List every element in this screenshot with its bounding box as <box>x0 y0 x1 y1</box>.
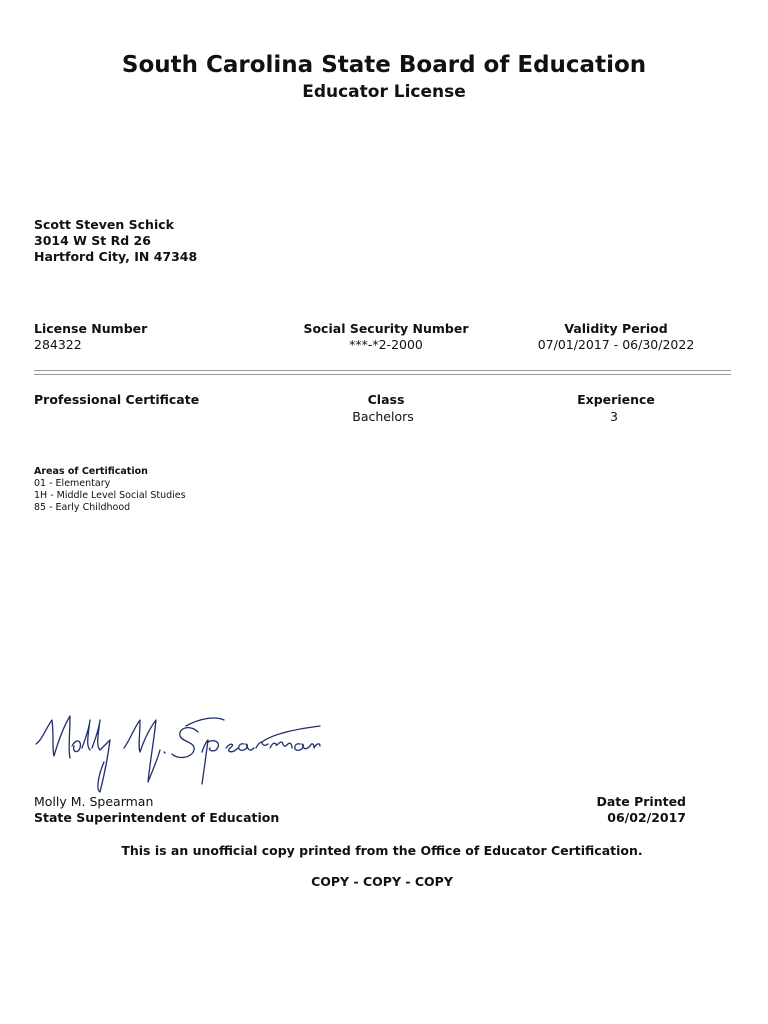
section-divider <box>34 370 731 371</box>
ssn-value: ***-*2-2000 <box>349 337 423 352</box>
copy-watermark-text: COPY - COPY - COPY <box>311 874 453 889</box>
area-item: 85 - Early Childhood <box>34 502 131 513</box>
class-value: Bachelors <box>352 409 414 424</box>
certificate-type-label: Professional Certificate <box>34 392 200 407</box>
areas-of-certification <box>34 466 186 514</box>
signatory-name: Molly M. Spearman <box>34 794 154 809</box>
holder-name: Scott Steven Schick <box>34 217 174 232</box>
class-label: Class <box>367 392 405 407</box>
signature-image <box>30 706 322 798</box>
holder-address-line1: 3014 W St Rd 26 <box>34 233 151 248</box>
holder-address-line2: Hartford City, IN 47348 <box>34 249 198 264</box>
document-subtitle: Educator License <box>302 82 466 102</box>
license-number-label: License Number <box>34 321 148 336</box>
document-title: South Carolina State Board of Education <box>121 52 647 78</box>
validity-period-value: 07/01/2017 - 06/30/2022 <box>537 337 695 352</box>
signatory-title: State Superintendent of Education <box>34 810 280 825</box>
holder-address-block <box>34 217 197 265</box>
experience-label: Experience <box>577 392 655 407</box>
ssn-label: Social Security Number <box>303 321 469 336</box>
unofficial-copy-notice: This is an unofficial copy printed from the Office of Educator Certification. <box>121 843 643 858</box>
date-printed-label: Date Printed <box>596 794 686 809</box>
area-item: 01 - Elementary <box>34 478 111 489</box>
date-printed-block <box>556 794 686 826</box>
date-printed-value: 06/02/2017 <box>607 810 686 825</box>
areas-heading: Areas of Certification <box>34 466 148 477</box>
license-number-value: 284322 <box>34 337 82 352</box>
area-item: 1H - Middle Level Social Studies <box>34 490 186 501</box>
signatory-block <box>34 794 279 826</box>
validity-period-label: Validity Period <box>564 321 668 336</box>
experience-value: 3 <box>610 409 618 424</box>
section-divider <box>34 374 731 375</box>
